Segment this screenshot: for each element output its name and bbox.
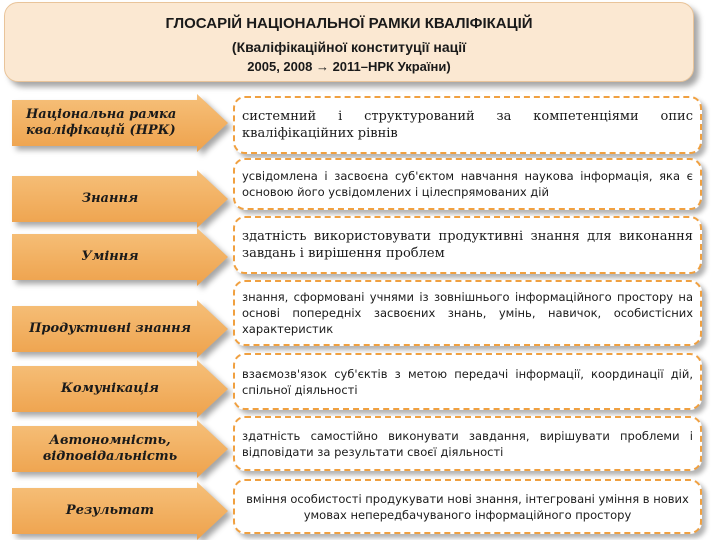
term-label: Автономність, відповідальність <box>42 433 178 464</box>
definition-text: здатність самостійно виконувати завдання, вирішувати проблеми і відповідати за результати своєї діяльності <box>242 428 693 459</box>
definition-text: знання, сформовані учнями із зовнішнього інформаційного простору на основі попередніх засвоєних знань, умінь, навичок, особистісних характеристик <box>242 290 693 336</box>
definition-text: взаємозв'язок суб'єктів з метою передачі інформації, координації дій, спільної діяльності <box>242 366 693 397</box>
term-label: Результат <box>65 503 155 518</box>
definition-box <box>233 353 702 410</box>
definition-text: системний і структурований за компетенціями опис кваліфікаційних рівнів <box>242 109 693 141</box>
term-label: Національна рамка кваліфікацій (НРК) <box>26 107 177 138</box>
definition-box <box>233 280 702 346</box>
term-label: Уміння <box>81 249 139 264</box>
definition-box <box>233 479 702 534</box>
term-label: Знання <box>81 191 139 206</box>
term-arrow <box>12 170 228 228</box>
term-arrow <box>12 482 228 540</box>
term-arrow <box>12 228 228 286</box>
page-subtitle-years: 2005, 2008 → 2011–НРК України) <box>247 59 451 74</box>
page-subtitle: (Кваліфікаційної конституції нації <box>231 39 467 55</box>
page-title: ГЛОСАРІЙ НАЦІОНАЛЬНОЇ РАМКИ КВАЛІФІКАЦІЙ <box>165 15 533 32</box>
term-label: Комунікація <box>61 381 159 396</box>
definition-text: здатність використовувати продуктивні знання для виконання завдань і вирішення проблем <box>242 229 693 261</box>
definition-text: вміння особистості продукувати нові знання, інтегровані уміння в нових умовах непередбачуваного інформаційного простору <box>246 491 689 522</box>
definition-box <box>233 96 702 154</box>
term-arrow <box>12 420 228 478</box>
title-banner <box>4 2 694 82</box>
term-arrow <box>12 360 228 418</box>
definition-text: усвідомлена і засвоєна суб'єктом навчання наукова інформація, яка є основою його усвідомлених і цілеспрямованих дій <box>242 169 693 199</box>
term-arrow <box>12 94 228 152</box>
term-label: Продуктивні знання <box>29 321 191 336</box>
definition-box <box>233 216 702 274</box>
definition-box <box>233 158 702 210</box>
definition-box <box>233 416 702 471</box>
term-arrow <box>12 300 228 358</box>
